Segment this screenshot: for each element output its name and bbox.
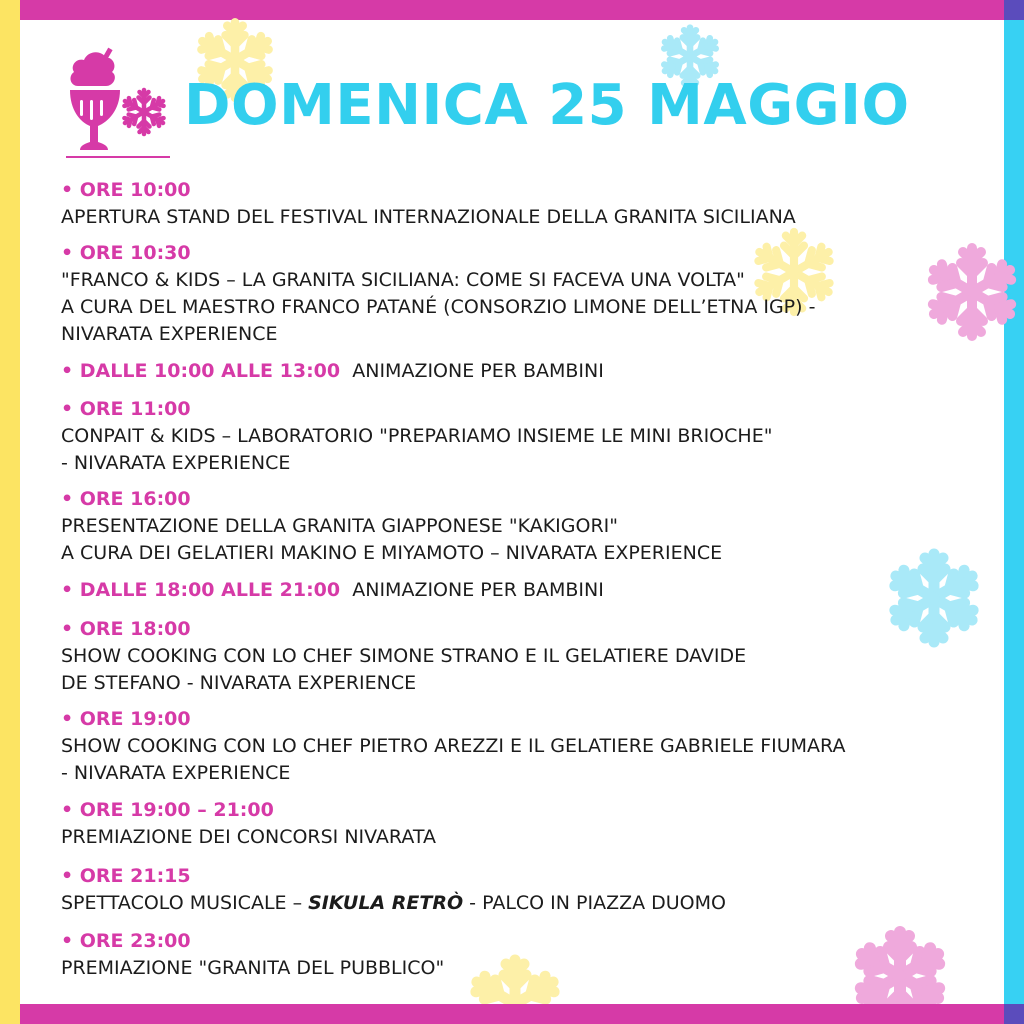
event-time: • ORE 19:00 — [61, 708, 191, 730]
event-description: SHOW COOKING CON LO CHEF PIETRO AREZZI E IL GELATIERE GABRIELE FIUMARA — [61, 735, 846, 757]
event-inline: • DALLE 18:00 ALLE 21:00 ANIMAZIONE PER BAMBINI — [61, 579, 604, 601]
border-left — [0, 0, 20, 1024]
border-corner — [1004, 0, 1024, 20]
event-time: • ORE 10:30 — [61, 242, 191, 264]
event-inline: • DALLE 10:00 ALLE 13:00 ANIMAZIONE PER BAMBINI — [61, 360, 604, 382]
border-corner — [0, 0, 20, 20]
snowflake-icon — [862, 520, 1012, 680]
border-bottom — [0, 1004, 1024, 1024]
event-time: • ORE 23:00 — [61, 930, 191, 952]
event-description: APERTURA STAND DEL FESTIVAL INTERNAZIONALE DELLA GRANITA SICILIANA — [61, 206, 796, 228]
event-time: • ORE 11:00 — [61, 398, 191, 420]
border-top — [0, 0, 1024, 20]
snowflake-icon — [820, 904, 980, 1004]
event-time: • ORE 10:00 — [61, 179, 191, 201]
event-time: • ORE 19:00 – 21:00 — [61, 799, 274, 821]
event-time: • ORE 16:00 — [61, 488, 191, 510]
show-title: SIKULA RETRÒ — [308, 892, 464, 914]
event-description: SPETTACOLO MUSICALE – SIKULA RETRÒ - PALCO IN PIAZZA DUOMO — [61, 892, 726, 914]
event-time: • ORE 18:00 — [61, 618, 191, 640]
event-description: PREMIAZIONE "GRANITA DEL PUBBLICO" — [61, 957, 445, 979]
event-time: • ORE 21:15 — [61, 865, 191, 887]
event-description: PREMIAZIONE DEI CONCORSI NIVARATA — [61, 826, 437, 848]
border-corner — [1004, 1004, 1024, 1024]
snowflake-icon — [912, 226, 1024, 358]
granita-cup-icon — [62, 44, 174, 162]
event-description: "FRANCO & KIDS – LA GRANITA SICILIANA: COME SI FACEVA UNA VOLTA" — [61, 269, 745, 291]
snowflake-icon — [440, 940, 590, 1004]
event-description: DE STEFANO - NIVARATA EXPERIENCE — [61, 672, 417, 694]
event-description: CONPAIT & KIDS – LABORATORIO "PREPARIAMO INSIEME LE MINI BRIOCHE" — [61, 425, 773, 447]
border-right — [1004, 0, 1024, 1024]
event-description: SHOW COOKING CON LO CHEF SIMONE STRANO E IL GELATIERE DAVIDE — [61, 645, 747, 667]
event-description: - NIVARATA EXPERIENCE — [61, 452, 291, 474]
event-description: A CURA DEL MAESTRO FRANCO PATANÉ (CONSORZIO LIMONE DELL’ETNA IGP) - — [61, 296, 816, 318]
border-corner — [0, 1004, 20, 1024]
event-description: NIVARATA EXPERIENCE — [61, 323, 278, 345]
event-description: A CURA DEI GELATIERI MAKINO E MIYAMOTO – NIVARATA EXPERIENCE — [61, 542, 723, 564]
page-title: DOMENICA 25 MAGGIO — [184, 73, 910, 138]
event-description: PRESENTAZIONE DELLA GRANITA GIAPPONESE "KAKIGORI" — [61, 515, 618, 537]
event-description: - NIVARATA EXPERIENCE — [61, 762, 291, 784]
